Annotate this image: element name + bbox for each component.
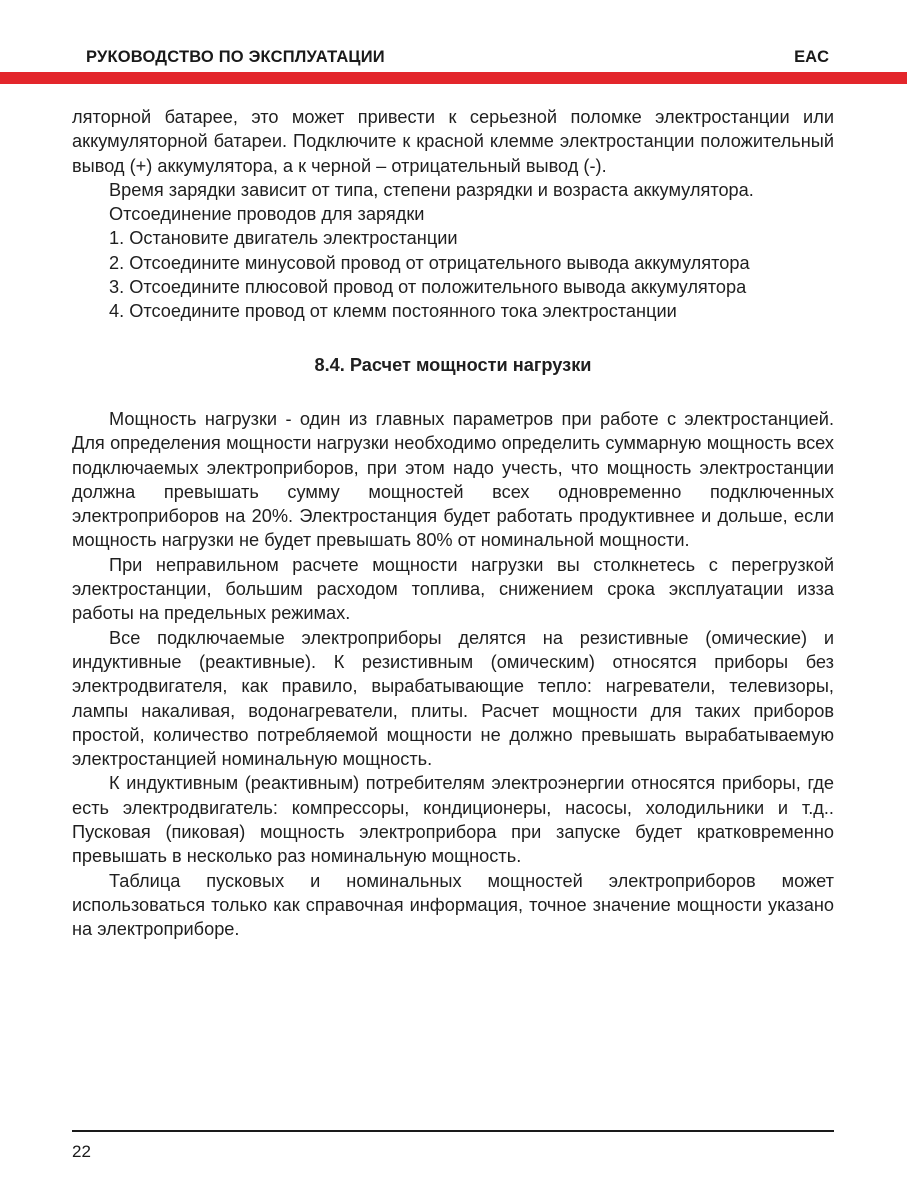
footer-rule [72, 1130, 834, 1132]
body-paragraph: Мощность нагрузки - один из главных параметров при работе с электростанцией. Для определения мощности нагрузки необходимо определить суммарную мощность всех подключаемых электроприборов, при этом надо учесть, что мощность электростанции должна превышать сумму мощностей всех одновременно подключенных электроприборов на 20%. Электростанция будет работать продуктивнее и дольше, если мощность нагрузки не будет превышать 80% от номинальной мощности. [72, 408, 834, 551]
section-title: 8.4. Расчет мощности нагрузки [314, 354, 592, 375]
running-header-title: РУКОВОДСТВО ПО ЭКСПЛУАТАЦИИ [86, 48, 385, 66]
disconnect-heading: Отсоединение проводов для зарядки [109, 204, 425, 225]
step-item: 2. Отсоедините минусовой провод от отрицательного вывода аккумулятора [109, 252, 750, 273]
body-paragraph: Все подключаемые электроприборы делятся на резистивные (омические) и индуктивные (реактивные). К резистивным (омическим) относятся приборы без электродвигателя, как правило, вырабатывающие тепло: нагреватели, телевизоры, лампы накаливая, водонагреватели, плиты. Расчет мощности для таких приборов простой, количество потребляемой мощности не должно превышать вырабатываемую электростанцией номинальную мощность. [72, 627, 834, 770]
charge-time-note: Время зарядки зависит от типа, степени разрядки и возраста аккумулятора. [109, 179, 754, 200]
step-item: 3. Отсоедините плюсовой провод от положительного вывода аккумулятора [109, 277, 747, 298]
continuation-paragraph: ляторной батарее, это может привести к серьезной поломке электростанции или аккумуляторной батареи. Подключите к красной клемме электростанции положительный вывод (+) аккумулятора, а к черной – отрицательный вывод (-). [72, 107, 834, 176]
step-item: 4. Отсоедините провод от клемм постоянного тока электростанции [109, 301, 677, 322]
body-paragraph: Таблица пусковых и номинальных мощностей электроприборов может использоваться только как справочная информация, точное значение мощности указано на электроприборе. [72, 870, 834, 940]
eac-mark: EAC [794, 48, 829, 66]
step-item: 1. Остановите двигатель электростанции [109, 228, 458, 249]
page-number: 22 [72, 1142, 91, 1161]
header-accent-bar [0, 72, 907, 84]
page-content [72, 105, 834, 942]
body-paragraph: При неправильном расчете мощности нагрузки вы столкнетесь с перегрузкой электростанции, большим расходом топлива, снижением срока эксплуатации изза работы на предельных режимах. [72, 554, 834, 624]
body-paragraph: К индуктивным (реактивным) потребителям электроэнергии относятся приборы, где есть электродвигатель: компрессоры, кондиционеры, насосы, холодильники и т.д.. Пусковая (пиковая) мощность электроприбора при запуске будет кратковременно превышать в несколько раз номинальную мощность. [72, 773, 834, 867]
